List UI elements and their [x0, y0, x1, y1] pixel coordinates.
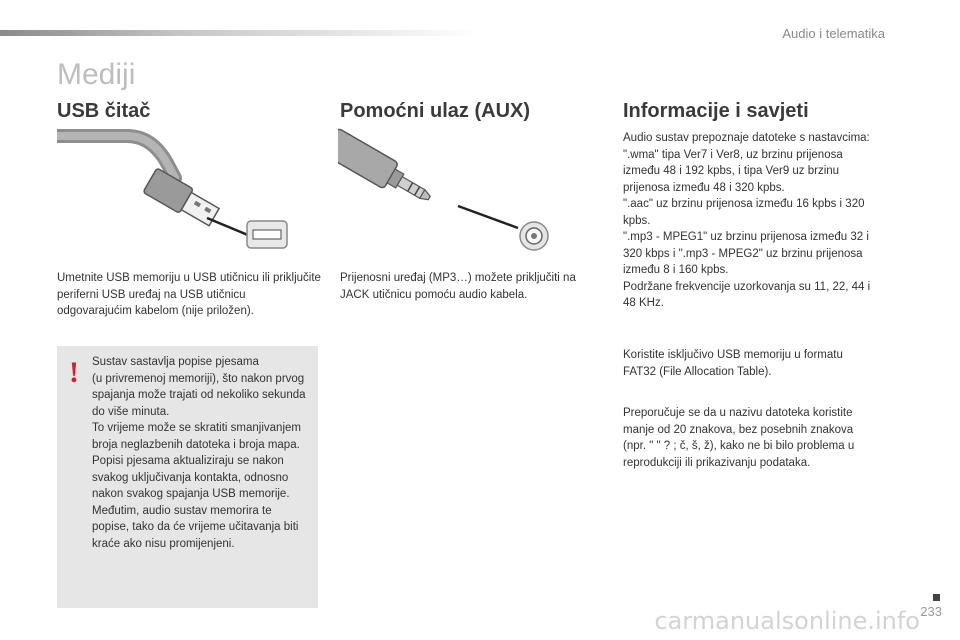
warning-text: Sustav sastavlja popise pjesama (u privremenoj memoriji), što nakon prvog spajanja može trajati od nekoliko sekunda do više minuta. To vrijeme može se skratiti smanjivanjem broja neglazbenih datoteka i broja mapa. Popisi pjesama aktualiziraju se nakon svakog uključivanja kontakta, odnosno nakon svakog spajanja USB memorije. Međutim, audio sustav memorira te popise, tako da će vrijeme učitavanja biti kraće ako nisu promijenjeni.: [92, 356, 306, 550]
exclamation-icon: !: [69, 356, 79, 389]
header-bar: [0, 30, 480, 36]
info-heading: Informacije i savjeti: [623, 100, 809, 122]
info-formats-text: Audio sustav prepoznaje datoteke s nastavcima: ".wma" tipa Ver7 i Ver8, uz brzinu prijenosa između 48 i 192 kpbs, i tipa Ver9 uz brzinu prijenosa između 48 i 320 kpbs. ".aac" uz brzinu prijenosa između 16 kpbs i 320 kpbs. ".mp3 - MPEG1" uz brzinu prijenosa između 32 i 320 kbps i ".mp3 - MPEG2" uz brzinu prijenosa između 8 i 160 kpbs. Podržane frekvencije uzorkovanja su 11, 22, 44 i 48 KHz.: [623, 132, 871, 309]
page-marker: [933, 594, 940, 601]
info-filename-text: Preporučuje se da u nazivu datoteka koristite manje od 20 znakova, bez posebnih znakova (npr. " " ? ; č, š, ž), kako ne bi bilo problema u reprodukciji ili prikazivanju podataka.: [623, 407, 855, 469]
watermark: carmanualsonline.info: [654, 607, 920, 635]
usb-illustration: [57, 128, 297, 258]
page-number: 233: [920, 604, 942, 619]
usb-heading: USB čitač: [57, 100, 151, 122]
aux-jack-illustration: [338, 128, 568, 253]
warning-box: [57, 346, 318, 608]
usb-instruction-text: Umetnite USB memoriju u USB utičnicu ili priključite periferni USB uređaj na USB utičnicu odgovarajućim kabelom (nije priložen).: [57, 272, 321, 317]
section-label: Audio i telematika: [782, 26, 885, 41]
page-title: Mediji: [57, 58, 136, 91]
aux-heading: Pomoćni ulaz (AUX): [340, 100, 531, 122]
info-fat32-text: Koristite isključivo USB memoriju u formatu FAT32 (File Allocation Table).: [623, 349, 843, 378]
aux-instruction-text: Prijenosni uređaj (MP3…) možete priključiti na JACK utičnicu pomoću audio kabela.: [340, 272, 576, 301]
page-number-block: [920, 594, 942, 621]
